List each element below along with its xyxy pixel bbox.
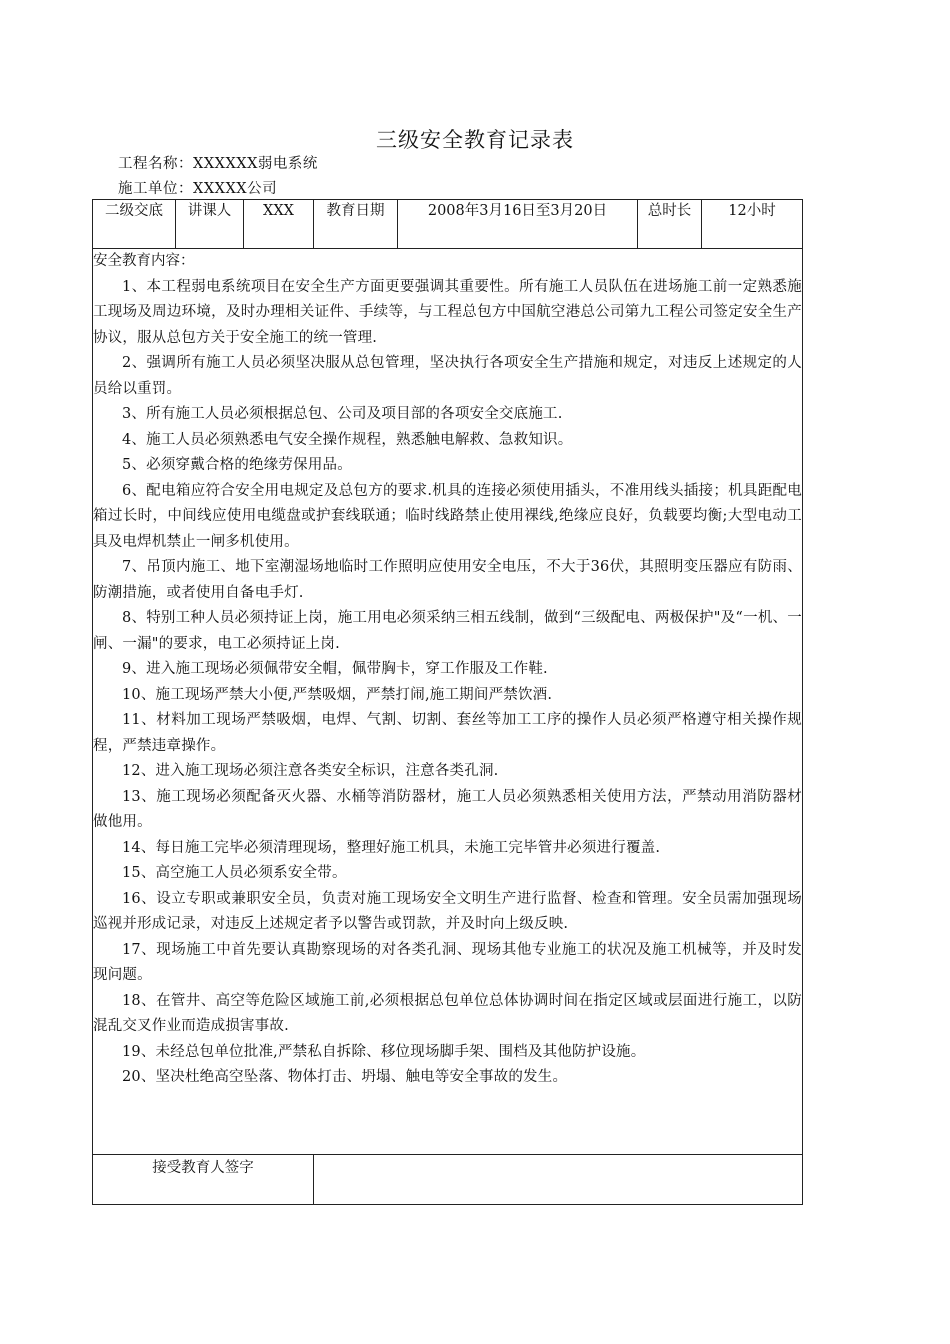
content-item: 11、材料加工现场严禁吸烟，电焊、气割、切割、套丝等加工工序的操作人员必须严格遵守相关操作规程，严禁违章操作。: [93, 712, 802, 754]
content-item: 13、施工现场必须配备灭火器、水桶等消防器材，施工人员必须熟悉相关使用方法，严禁动用消防器材做他用。: [93, 788, 802, 830]
signature-row: [93, 1155, 803, 1205]
content-item: 6、配电箱应符合安全用电规定及总包方的要求.机具的连接必须使用插头，不准用线头插接；机具距配电箱过长时，中间线应使用电缆盘或护套线联通；临时线路禁止使用裸线,绝缘应良好，负载要均衡;大型电动工具及电焊机禁止一闸多机使用。: [93, 482, 802, 550]
signature-label: 接受教育人签字: [93, 1155, 314, 1205]
header-row: [93, 200, 803, 249]
content-item: 20、坚决杜绝高空坠落、物体打击、坍塌、触电等安全事故的发生。: [122, 1069, 568, 1085]
content-item: 14、每日施工完毕必须清理现场，整理好施工机具，未施工完毕管井必须进行覆盖.: [122, 839, 661, 856]
content-items: [93, 275, 802, 1091]
content-item: 12、进入施工现场必须注意各类安全标识，注意各类孔洞.: [122, 763, 499, 779]
record-table: [92, 199, 803, 1205]
content-cell: [93, 249, 803, 1155]
content-item: 4、施工人员必须熟悉电气安全操作规程，熟悉触电解救、急救知识。: [122, 431, 573, 448]
page-title: 三级安全教育记录表: [376, 128, 574, 152]
duration-value: 12小时: [702, 200, 803, 249]
date-value: 2008年3月16日至3月20日: [398, 200, 638, 249]
content-row: [93, 249, 803, 1155]
content-item: 1、本工程弱电系统项目在安全生产方面更要强调其重要性。所有施工人员队伍在进场施工前一定熟悉施工现场及周边环境，及时办理相关证件、手续等，与工程总包方中国航空港总公司第九工程公司签定安全生产协议，服从总包方关于安全施工的统一管理.: [93, 278, 802, 346]
content-item: 15、高空施工人员必须系安全带。: [122, 865, 347, 881]
duration-label: 总时长: [638, 200, 702, 249]
date-label: 教育日期: [314, 200, 398, 249]
content-item: 2、强调所有施工人员必须坚决服从总包管理，坚决执行各项安全生产措施和规定，对违反上述规定的人员给以重罚。: [93, 355, 802, 397]
content-item: 3、所有施工人员必须根据总包、公司及项目部的各项安全交底施工.: [122, 406, 563, 422]
content-item: 8、特别工种人员必须持证上岗，施工用电必须采纳三相五线制，做到“三级配电、两极保护"及“一机、一闸、一漏"的要求，电工必须持证上岗.: [93, 610, 802, 652]
content-item: 7、吊顶内施工、地下室潮湿场地临时工作照明应使用安全电压，不大于36伏，其照明变压器应有防雨、防潮措施，或者使用自备电手灯.: [93, 559, 802, 601]
content-item: 19、未经总包单位批准,严禁私自拆除、移位现场脚手架、围档及其他防护设施。: [122, 1043, 646, 1060]
content-item: 16、设立专职或兼职安全员，负责对施工现场安全文明生产进行监督、检查和管理。安全员需加强现场巡视并形成记录，对违反上述规定者予以警告或罚款，并及时向上级反映.: [93, 890, 802, 932]
level-cell: 二级交底: [93, 200, 176, 249]
project-name: 工程名称：XXXXXX弱电系统: [118, 156, 318, 172]
content-item: 10、施工现场严禁大小便,严禁吸烟，严禁打闹,施工期间严禁饮酒.: [122, 686, 553, 703]
content-item: 17、现场施工中首先要认真勘察现场的对各类孔洞、现场其他专业施工的状况及施工机械等，并及时发现问题。: [93, 941, 802, 983]
content-item: 5、必须穿戴合格的绝缘劳保用品。: [122, 457, 352, 473]
lecturer-value: XXX: [244, 200, 314, 249]
content-heading: 安全教育内容：: [93, 253, 195, 269]
construction-unit: 施工单位：XXXXX公司: [118, 181, 278, 197]
signature-field[interactable]: [314, 1155, 803, 1205]
content-item: 9、进入施工现场必须佩带安全帽，佩带胸卡，穿工作服及工作鞋.: [122, 661, 548, 677]
lecturer-label: 讲课人: [176, 200, 244, 249]
content-item: 18、在管井、高空等危险区域施工前,必须根据总包单位总体协调时间在指定区域或层面进行施工，以防混乱交叉作业而造成损害事故.: [93, 992, 802, 1034]
